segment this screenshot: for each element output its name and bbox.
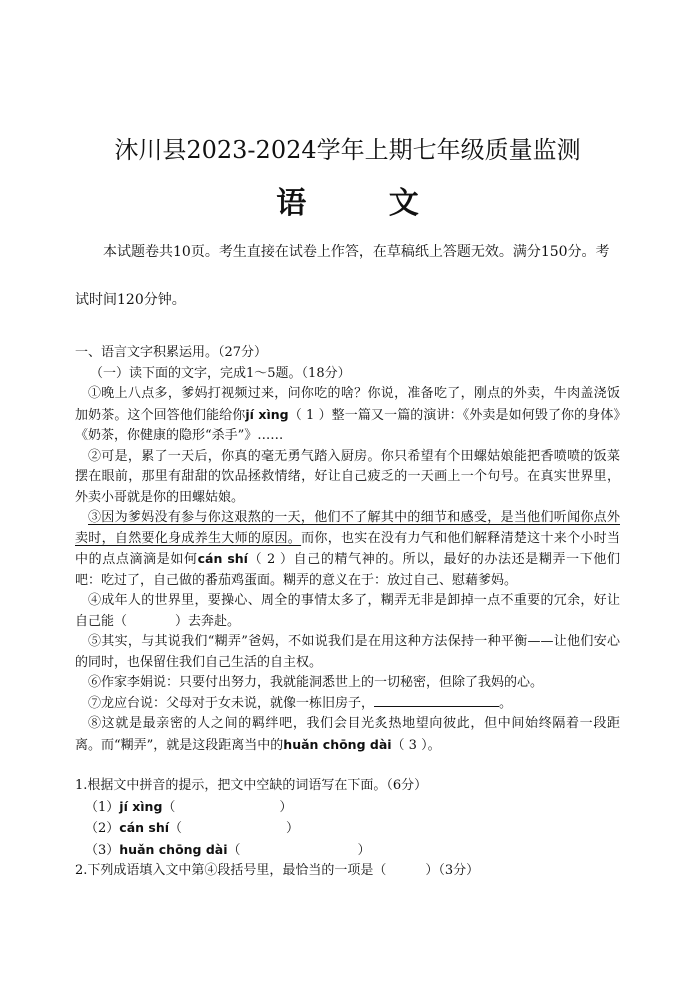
blank-marker-2: （ 2 ）	[247, 552, 294, 567]
exam-instructions	[75, 228, 620, 324]
answer-line-3[interactable]: （3）huǎn chōng dài（ ）	[85, 841, 371, 858]
section-subheading: （一）读下面的文字，完成1～5题。（18分）	[90, 365, 351, 381]
passage-paragraph-6: ⑥作家李娟说：只要付出努力，我就能洞悉世上的一切秘密，但除了我妈的心。	[88, 675, 544, 690]
passage-paragraph-8: ⑧这就是最亲密的人之间的羁绊吧，我们会目光炙热地望向彼此，但中间始终隔着一段距离。而“糊弄”，就是这段距离当中的huǎn chōng dài（ 3 ）。	[75, 716, 620, 753]
answer-line-1[interactable]: （1）jí xìng（ ）	[85, 798, 293, 815]
fill-in-line[interactable]	[374, 694, 499, 707]
question-1: 1.根据文中拼音的提示，把文中空缺的词语写在下面。（6分）	[75, 778, 428, 793]
question-2: 2.下列成语填入文中第④段括号里，最恰当的一项是（ ）（3分）	[75, 863, 480, 878]
underlined-sentence: ③因为爹妈没有参与你这艰熬的一天，他们不了解其中的细节和感受，是当他们听闻你点外卖时，自然要化身成养生大师的原因。	[75, 510, 620, 546]
pinyin-hint-1: jí xìng	[245, 406, 289, 422]
exam-body	[75, 343, 620, 882]
passage-paragraph-7: ⑦龙应台说：父母对于女未说，就像一栋旧房子， 。	[88, 695, 513, 711]
passage-paragraph-5: ⑤其实，与其说我们“糊弄”爸妈，不如说我们是在用这种方法保持一种平衡——让他们安心的同时，也保留住我们自己生活的自主权。	[75, 634, 620, 670]
passage-paragraph-4: ④成年人的世界里，要操心、周全的事情太多了，糊弄无非是卸掉一点不重要的冗余，好让自己能（ ）去奔赴。	[75, 593, 620, 629]
blank-marker-1: （ 1 ）	[288, 407, 332, 423]
section-heading: 一、语言文字积累运用。（27分）	[75, 345, 268, 360]
passage-paragraph-3: ③因为爹妈没有参与你这艰熬的一天，他们不了解其中的细节和感受，是当他们听闻你点外卖时，自然要化身成养生大师的原因。而你，也实在没有力气和他们解释清楚这十来个小时当中的点点滴滴是如何cán shí（ 2 ）自己的精气神的。所以，最好的办法还是糊弄一下他们吧：吃过了，自己做的番茄鸡蛋面。糊弄的意义在于：放过自己、慰藉爹妈。	[75, 510, 620, 588]
pinyin-hint-3: huǎn chōng dài	[283, 736, 392, 752]
passage-paragraph-1: ①晚上八点多，爹妈打视频过来，问你吃的啥？你说，准备吃了，刚点的外卖，牛肉盖浇饭加奶茶。这个回答他们能给你jí xìng（ 1 ）整一篇又一篇的演讲：《外卖是如何毁了你的身体》《奶茶，你健康的隐形“杀手”》……	[75, 386, 620, 443]
answer-line-2[interactable]: （2）cán shí（ ）	[85, 820, 300, 836]
instructions-text: 本试题卷共10页。考生直接在试卷上作答，在草稿纸上答题无效。满分150分。考试时间120分钟。	[75, 244, 610, 308]
pinyin-hint-2: cán shí	[197, 551, 248, 566]
page-title: 沐川县2023-2024学年上期七年级质量监测	[114, 136, 581, 164]
subject-title: 语 文	[276, 186, 455, 221]
blank-marker-3: （ 3 ）。	[391, 737, 441, 753]
passage-paragraph-2: ②可是，累了一天后，你真的毫无勇气踏入厨房。你只希望有个田螺姑娘能把香喷喷的饭菜摆在眼前，那里有甜甜的饮品拯救情绪，好让自己疲乏的一天画上一个句号。在真实世界里，外卖小哥就是你的田螺姑娘。	[75, 448, 620, 505]
